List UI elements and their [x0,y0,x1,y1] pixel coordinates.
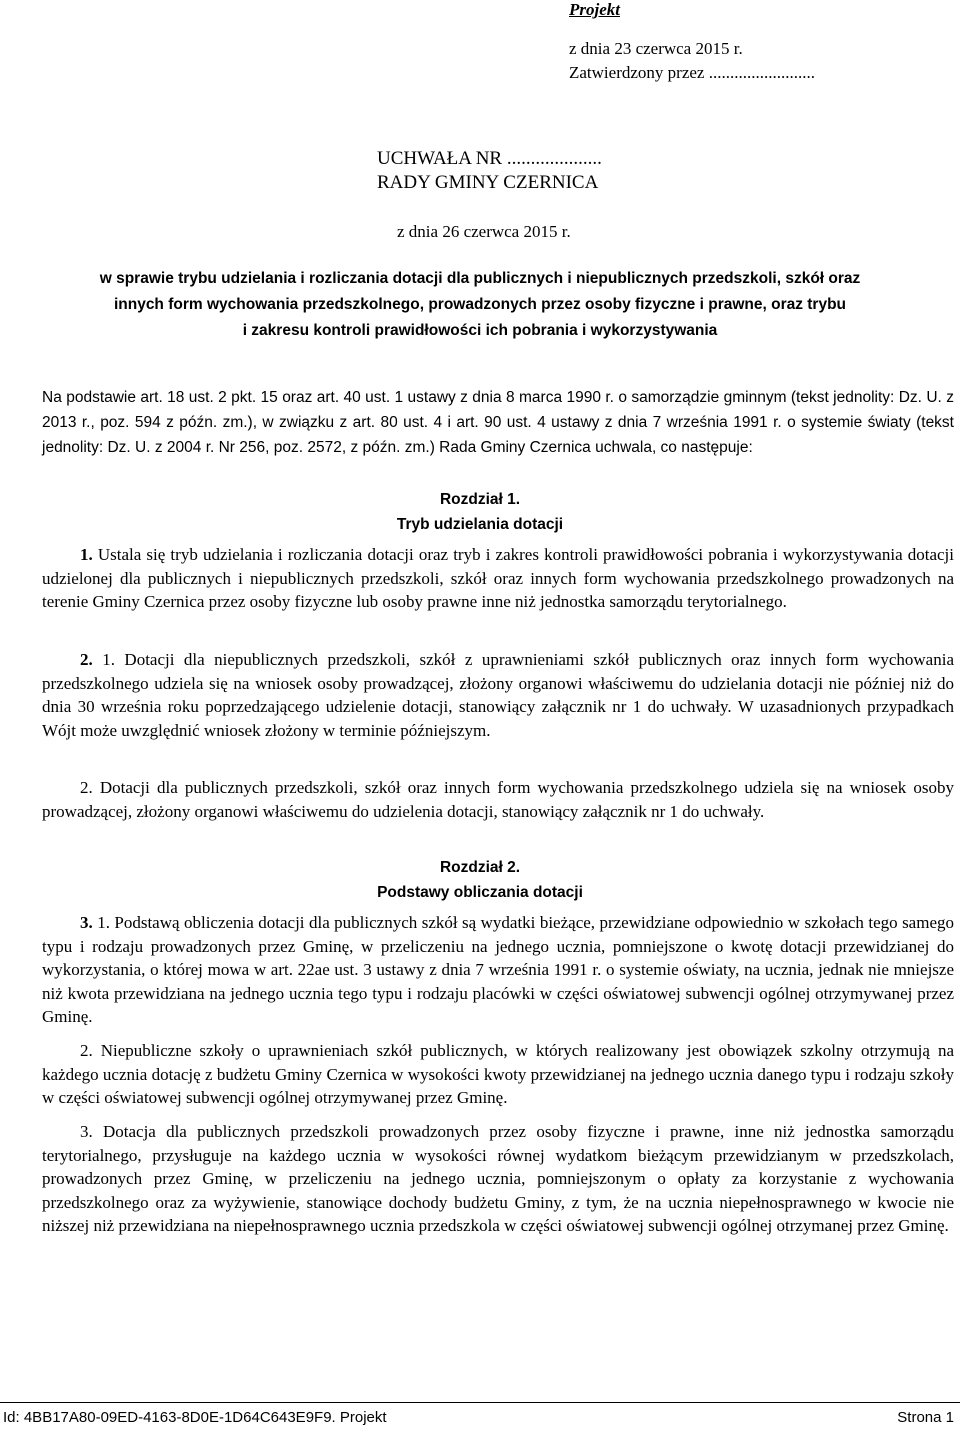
chapter-title: Podstawy obliczania dotacji [377,884,583,901]
paragraph-number: 2. [80,650,93,669]
resolution-subject [0,266,960,344]
paragraph-1 [42,543,954,614]
legal-basis: Na podstawie art. 18 ust. 2 pkt. 15 oraz art. 40 ust. 1 ustawy z dnia 8 marca 1990 r. o samorządzie gminnym (tekst jednolity: Dz. U. z 2013 r., poz. 594 z późn. zm.), w związku z art. 80 ust. 4 i art. 90 ust. 4 ustawy z dnia 7 września 1991 r. o systemie światy (tekst jednolity: Dz. U. z 2004 r. Nr 256, poz. 2572, z późn. zm.) Rada Gminy Czernica uchwala, co następuje: [42,389,954,456]
paragraph-3-2 [42,1039,954,1110]
chapter-2-heading [0,855,960,905]
paragraph-3-3 [42,1120,954,1238]
subject-line: i zakresu kontroli prawidłowości ich pobrania i wykorzystywania [242,322,718,339]
subject-line: innych form wychowania przedszkolnego, prowadzonych przez osoby fizyczne i prawne, oraz trybu [113,296,847,313]
paragraph-text: 2. Niepubliczne szkoły o uprawnieniach szkół publicznych, w których realizowany jest obowiązek szkolny otrzymują na każdego ucznia dotację z budżetu Gminy Czernica w wysokości kwoty przewidzianej na jednego ucznia danego typu i rodzaju szkoły w części oświatowej subwencji ogólnej otrzymywanej przez Gminę. [42,1041,954,1107]
chapter-1-heading [0,487,960,537]
paragraph-2-1 [42,648,954,742]
footer-divider [0,1402,960,1403]
paragraph-2-2 [42,776,954,823]
document-id: Id: 4BB17A80-09ED-4163-8D0E-1D64C643E9F9. Projekt [3,1409,387,1426]
paragraph-text: 1. Podstawą obliczenia dotacji dla publicznych szkół są wydatki bieżące, przewidziane odpowiednio w szkołach tego samego typu i rodzaju prowadzonych przez Gminę, w przeliczeniu na jednego ucznia, pomniejszone o kwotę dotacji przewidzianej do wykorzystania, o której mowa w art. 22ae ust. 3 ustawy z dnia 7 września 1991 r. o systemie oświaty, na ucznia, jednak nie mniejsze niż kwota przewidziana na jednego ucznia tego typu i rodzaju placówki w części oświatowej subwencji ogólnej otrzymywanej przez Gminę. [42,913,954,1026]
paragraph-number: 1. [80,545,93,564]
chapter-label: Rozdział 1. [439,491,521,508]
paragraph-3-1 [42,911,954,1029]
resolution-number: UCHWAŁA NR .................... [377,148,602,169]
chapter-title: Tryb udzielania dotacji [396,516,564,533]
draft-date: z dnia 23 czerwca 2015 r. [569,39,743,58]
paragraph-number: 3. [80,913,93,932]
projekt-label: Projekt [569,0,620,19]
subject-line: w sprawie trybu udzielania i rozliczania dotacji dla publicznych i niepublicznych przedszkoli, szkół oraz [99,270,861,287]
council-name: RADY GMINY CZERNICA [377,172,599,193]
chapter-label: Rozdział 2. [439,859,521,876]
resolution-date: z dnia 26 czerwca 2015 r. [397,222,571,241]
approved-by: Zatwierdzony przez ......................... [569,63,815,82]
paragraph-text: Ustala się tryb udzielania i rozliczania dotacji oraz tryb i zakres kontroli prawidłowości pobrania i wykorzystywania dotacji udzielonej dla publicznych i niepublicznych przedszkoli, szkół oraz innych form wychowania przedszkolnego prowadzonych na terenie Gminy Czernica przez osoby fizyczne lub osoby prawne inne niż jednostka samorządu terytorialnego. [42,545,954,611]
paragraph-text: 1. Dotacji dla niepublicznych przedszkoli, szkół z uprawnieniami szkół publicznych oraz innych form wychowania przedszkolnego udziela się na wniosek osoby prowadzącej, złożony organowi właściwemu do udzielania dotacji nie później niż do dnia 30 września roku poprzedzającego udzielenie dotacji, stanowiący załącznik nr 1 do uchwały. W uzasadnionych przypadkach Wójt może uwzględnić wniosek złożony w terminie późniejszym. [42,650,954,740]
paragraph-text: 3. Dotacja dla publicznych przedszkoli prowadzonych przez osoby fizyczne i prawne, inne niż jednostka samorządu terytorialnego, przysługuje na każdego ucznia w wysokości równej wydatkom bieżącym przewidzianym w przedszkolach, prowadzonych przez Gminę, w przeliczeniu na jednego ucznia, pomniejszonym o opłaty za korzystanie z wychowania przedszkolnego oraz za wyżywienie, stanowiące dochody budżetu Gminy, z tym, że na ucznia niepełnosprawnego w kwocie nie niższej niż przewidziana na niepełnosprawnego ucznia przedszkola w części oświatowej subwencji ogólnej otrzymanej przez Gminę. [42,1122,954,1235]
page-number: Strona 1 [897,1409,954,1426]
paragraph-text: 2. Dotacji dla publicznych przedszkoli, szkół oraz innych form wychowania przedszkolnego udziela się na wniosek osoby prowadzącej, złożony organowi właściwemu do udzielenia dotacji, stanowiący załącznik nr 1 do uchwały. [42,778,954,821]
